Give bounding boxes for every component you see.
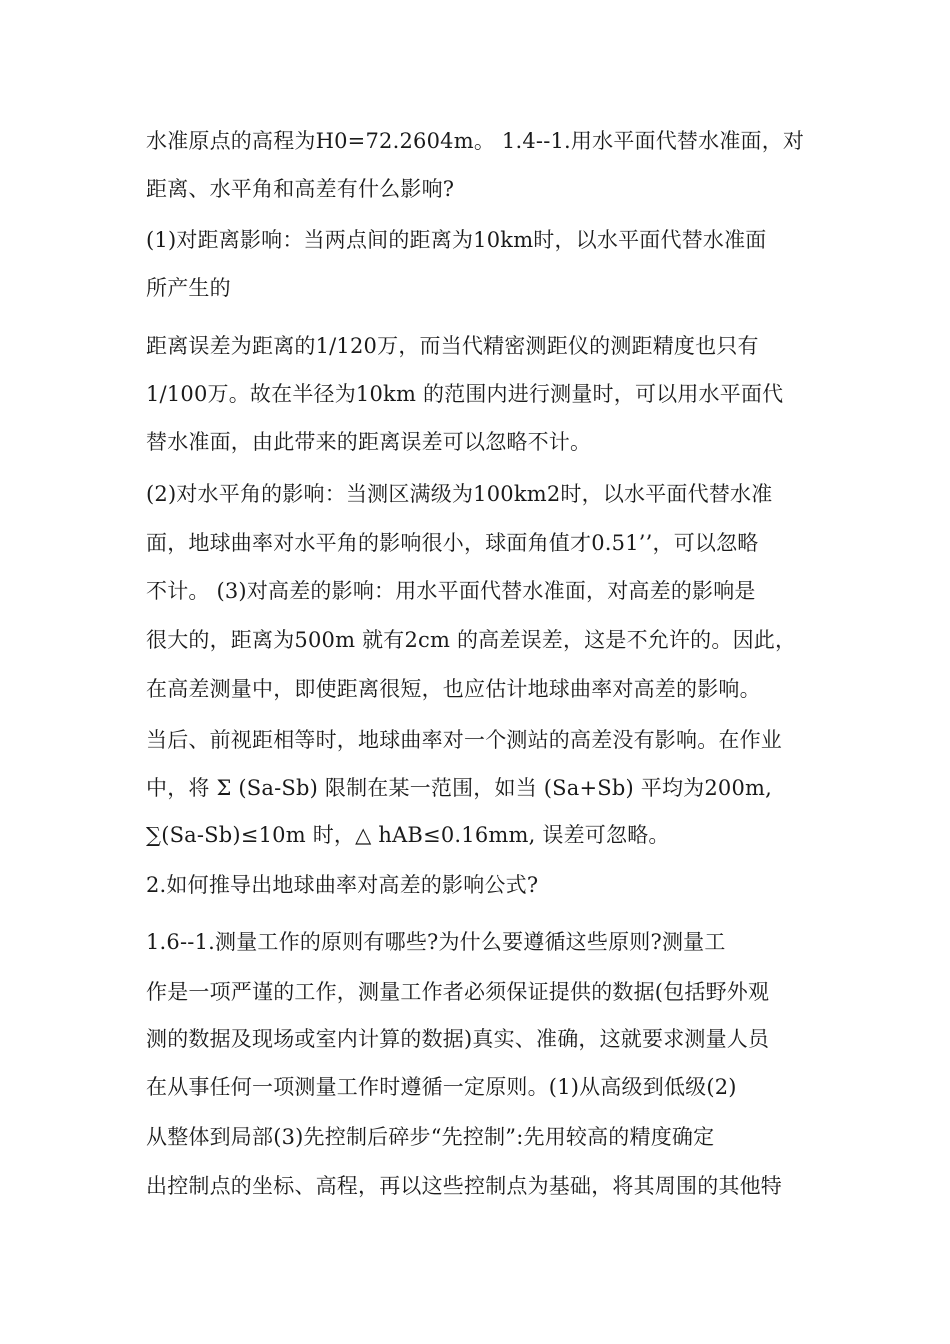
text-line: 水准原点的高程为H0=72.2604m。 1.4--1.用水平面代替水准面，对 xyxy=(146,129,805,153)
text-line: 作是一项严谨的工作，测量工作者必须保证提供的数据(包括野外观 xyxy=(146,980,770,1004)
text-line: 从整体到局部(3)先控制后碎步“先控制”:先用较高的精度确定 xyxy=(146,1125,715,1149)
text-line: 面，地球曲率对水平角的影响很小，球面角值才0.51’’，可以忽略 xyxy=(146,531,759,555)
text-line: 1.6--1.测量工作的原则有哪些?为什么要遵循这些原则?测量工 xyxy=(146,930,726,954)
text-line: 距离、水平角和高差有什么影响? xyxy=(146,177,455,201)
text-line: 当后、前视距相等时，地球曲率对一个测站的高差没有影响。在作业 xyxy=(146,728,782,752)
text-line: 2.如何推导出地球曲率对高差的影响公式? xyxy=(146,873,539,897)
text-line: 中，将 Σ (Sa-Sb) 限制在某一范围，如当 (Sa+Sb) 平均为200m, xyxy=(146,776,773,800)
text-line: 出控制点的坐标、高程，再以这些控制点为基础，将其周围的其他特 xyxy=(146,1174,782,1198)
text-line: 替水准面，由此带来的距离误差可以忽略不计。 xyxy=(146,430,592,454)
text-line: 在高差测量中，即使距离很短，也应估计地球曲率对高差的影响。 xyxy=(146,677,761,701)
text-line: 距离误差为距离的1/120万，而当代精密测距仪的测距精度也只有 xyxy=(146,334,759,358)
text-line: 在从事任何一项测量工作时遵循一定原则。(1)从高级到低级(2) xyxy=(146,1075,737,1099)
text-line: 测的数据及现场或室内计算的数据)真实、准确，这就要求测量人员 xyxy=(146,1027,770,1051)
text-line: 1/100万。故在半径为10km 的范围内进行测量时，可以用水平面代 xyxy=(146,382,784,406)
text-line: (2)对水平角的影响：当测区满级为100km2时，以水平面代替水准 xyxy=(146,482,773,506)
text-line: 所产生的 xyxy=(146,276,231,300)
text-line: 很大的，距离为500m 就有2cm 的高差误差，这是不允许的。因此， xyxy=(146,628,797,652)
text-line: 不计。 (3)对高差的影响：用水平面代替水准面，对高差的影响是 xyxy=(146,579,756,603)
text-line: ∑(Sa-Sb)≤10m 时，△ hAB≤0.16mm, 误差可忽略。 xyxy=(146,823,670,847)
text-line: (1)对距离影响：当两点间的距离为10km时，以水平面代替水准面 xyxy=(146,228,767,252)
